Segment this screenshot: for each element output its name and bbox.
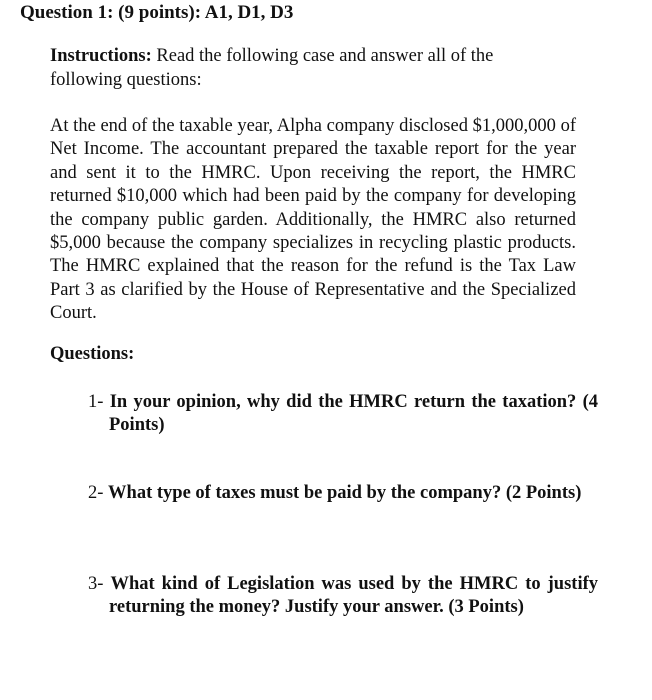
case-paragraph: At the end of the taxable year, Alpha company disclosed $1,000,000 of Net Income. The accountant prepared the taxable report for the year and sent it to the HMRC. Upon receiving the report, the HMRC returned $10,000 which had been paid by the company for developing the company public garden. Additionally, the HMRC also returned $5,000 because the company specializes in recycling plastic products. The HMRC explained that the reason for the refund is the Tax Law Part 3 as clarified by the House of Representative and the Specialized Court. — [50, 116, 576, 324]
question-number: 2- — [88, 483, 109, 503]
question-item-2 — [88, 482, 598, 505]
question-text: In your opinion, why did the HMRC return the taxation? (4 Points) — [109, 392, 598, 436]
question-number: 1- — [88, 392, 110, 412]
questions-heading: Questions: — [50, 344, 135, 364]
question-title: Question 1: (9 points): A1, D1, D3 — [20, 2, 294, 23]
instructions-text: Read the following case and answer all of the following questions: — [50, 46, 494, 90]
instructions-paragraph — [50, 44, 540, 92]
question-item-1 — [88, 391, 598, 438]
question-item-3 — [88, 573, 598, 620]
question-text: What type of taxes must be paid by the company? (2 Points) — [108, 483, 582, 503]
question-number: 3- — [88, 574, 111, 594]
instructions-label: Instructions: — [50, 46, 152, 66]
question-text: What kind of Legislation was used by the HMRC to justify returning the money? Justify your answer. (3 Points) — [109, 574, 598, 618]
